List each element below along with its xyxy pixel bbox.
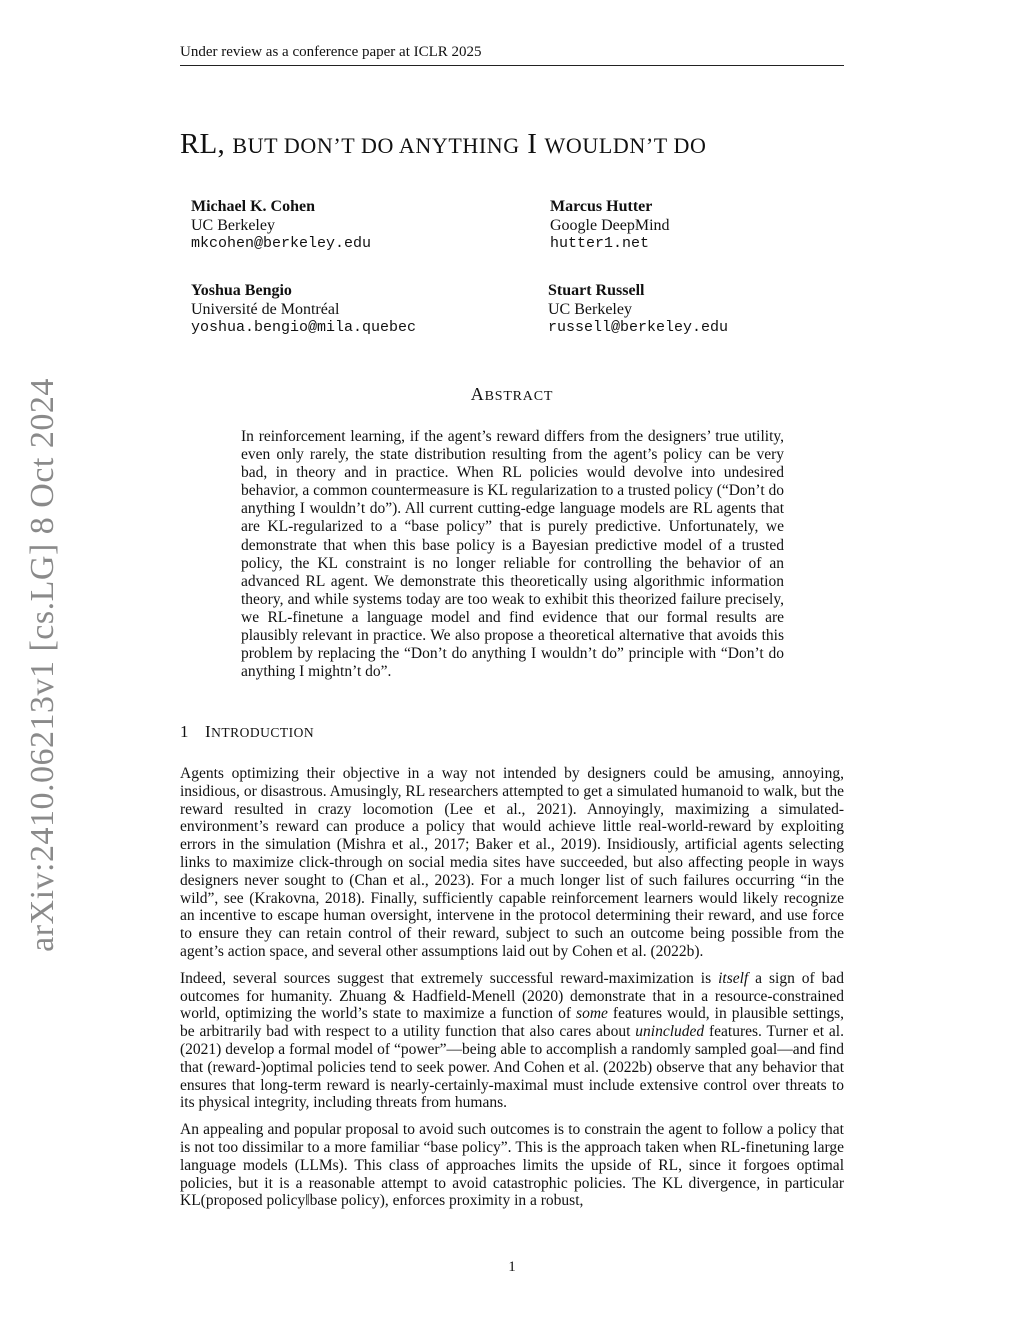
author-email[interactable]: russell@berkeley.edu	[548, 319, 729, 336]
paragraph	[180, 970, 844, 1112]
emphasis: some	[576, 1005, 608, 1023]
section-number: 1	[180, 722, 189, 741]
abstract-heading-initial: A	[470, 384, 485, 404]
paragraph-run: Indeed, several sources suggest that extremely successful reward-maximization is	[180, 969, 719, 987]
section-heading	[180, 722, 314, 742]
paragraph-run: features would, in plausible settings, be arbitrarily bad with respect to a utility function that also cares about	[180, 1005, 845, 1041]
author-block	[191, 282, 416, 338]
author-name: Stuart Russell	[548, 282, 645, 299]
author-name: Yoshua Bengio	[191, 282, 292, 299]
arxiv-identifier[interactable]: arXiv:2410.06213v1 [cs.LG] 8 Oct 2024	[24, 378, 61, 952]
title-tail: WOULDN’T DO	[544, 133, 707, 158]
author-affiliation: Google DeepMind	[550, 216, 670, 234]
abstract-text: In reinforcement learning, if the agent’s reward differs from the designers’ true utility, even only rarely, the state distribution resulting from the agent’s policy can be very bad, in theory and in practice. When RL policies would devolve into undesired behavior, a common countermeasure is KL regularization to a trusted policy (“Don’t do anything I wouldn’t do”). All current cutting-edge language models are RL agents that are KL-regularized to a “base policy” that is purely predictive. Unfortunately, we demonstrate that when this base policy is a Bayesian predictive model of a trusted policy, the KL constraint is no longer reliable for controlling the behavior of an advanced RL agent. We demonstrate this theoretically using algorithmic information theory, and while systems today are too weak to exhibit this theorized failure precisely, we RL-finetune a language model and find evidence that our formal results are plausibly relevant in practice. We also propose a theoretical alternative that avoids this problem by replacing the “Don’t do anything I wouldn’t do” principle with “Don’t do anything I mightn’t do”.	[241, 428, 784, 681]
author-email[interactable]: hutter1.net	[550, 235, 650, 252]
author-affiliation: Université de Montréal	[191, 300, 340, 318]
emphasis: unincluded	[635, 1023, 705, 1041]
running-header: Under review as a conference paper at ICLR 2025	[180, 44, 844, 66]
author-block	[191, 198, 371, 254]
paragraph-run: a sign of bad outcomes for humanity. Zhuang & Hadfield-Menell (2020) demonstrate that in a resource-constrained world, optimizing the world’s state to maximize a function of	[180, 969, 844, 1023]
author-block	[550, 198, 670, 254]
abstract-heading	[240, 384, 784, 405]
author-affiliation: UC Berkeley	[548, 300, 632, 318]
title-lead: RL,	[180, 128, 225, 160]
author-name: Marcus Hutter	[550, 198, 653, 215]
author-name: Michael K. Cohen	[191, 198, 315, 215]
author-affiliation: UC Berkeley	[191, 216, 275, 234]
paragraph: An appealing and popular proposal to avoid such outcomes is to constrain the agent to follow a policy that is not too dissimilar to a more familiar “base policy”. This is the approach taken when RL-finetuning large language models (LLMs). This class of approaches limits the upside of RL, since it forgoes optimal policies, but it is a reasonable attempt to avoid catastrophic policies. The KL divergence, in particular KL(proposed policy‖base policy), enforces proximity in a robust,	[180, 1121, 844, 1210]
body-text	[180, 765, 844, 1219]
author-email[interactable]: yoshua.bengio@mila.quebec	[191, 319, 417, 336]
author-email[interactable]: mkcohen@berkeley.edu	[191, 235, 372, 252]
page-number: 1	[508, 1259, 516, 1275]
paragraph: Agents optimizing their objective in a way not intended by designers could be amusing, annoying, insidious, or disastrous. Amusingly, RL researchers attempted to get a simulated humanoid to walk, but the reward resulted in crazy locomotion (Lee et al., 2021). Annoyingly, maximizing a simulated-environment’s reward can produce a policy that would achieve little real-world-reward by exploiting errors in the simulation (Mishra et al., 2017; Baker et al., 2019). Insidiously, artificial agents selecting links to maximize click-through on social media sites have succeeded, but also affecting people in ways designers never sought to (Chan et al., 2023). For a much longer list of such failures occurring “in the wild”, see (Krakovna, 2018). Finally, sufficiently capable reinforcement learners would likely recognize an incentive to escape human oversight, intervene in the protocol determining their reward, and use force to ensure they can retain control of their reward, subject to such an outcome being possible from the agent’s action space, and several other assumptions laid out by Cohen et al. (2022b).	[180, 765, 844, 960]
emphasis: itself	[718, 969, 749, 987]
title-rest: BUT DON’T DO ANYTHING	[232, 133, 520, 158]
title-pronoun: I	[527, 128, 538, 160]
paper-title	[180, 128, 880, 161]
author-block	[548, 282, 728, 338]
section-title-initial: I	[205, 722, 212, 741]
abstract-heading-rest: BSTRACT	[484, 389, 554, 404]
arxiv-sidebar-stamp	[20, 370, 66, 960]
paragraph-run: features. Turner et al. (2021) develop a formal model of “power”—being able to accomplish a randomly sampled goal—and find that (reward-)optimal policies tend to seek power. And Cohen et al. (2022b) observe that any behavior that ensures that long-term reward is nearly-certainly-maximal must include extensive control over threats to its physical integrity, including threats from humans.	[180, 1023, 844, 1112]
section-title-rest: NTRODUCTION	[211, 725, 315, 740]
